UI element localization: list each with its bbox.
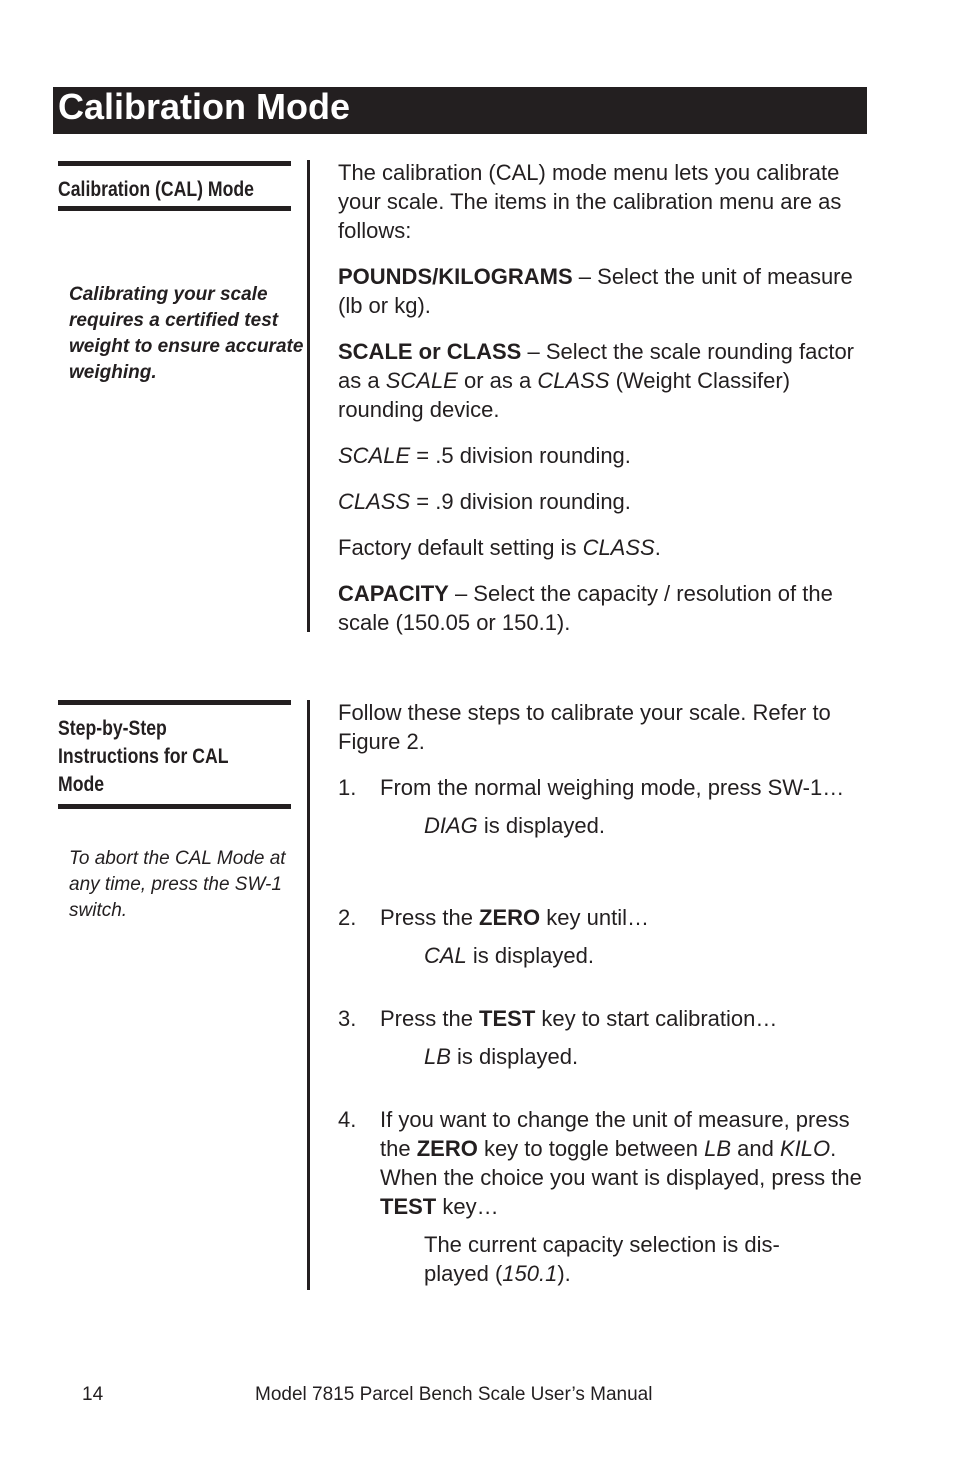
step-item — [338, 773, 863, 840]
result-italic: DIAG — [424, 813, 478, 838]
class-definition — [338, 487, 863, 516]
step-result — [424, 941, 824, 970]
step-result — [424, 1042, 824, 1071]
item-text: – Select the unit of measure (lb or kg). — [338, 264, 853, 318]
result-italic: 150.1 — [502, 1261, 558, 1286]
column-divider — [307, 160, 310, 632]
manual-title: Model 7815 Parcel Bench Scale User’s Manual — [255, 1384, 653, 1405]
default-text: Factory default setting is — [338, 535, 583, 560]
item-italic: SCALE — [385, 368, 458, 393]
factory-default — [338, 533, 863, 562]
default-value: CLASS — [582, 535, 655, 560]
scale-definition — [338, 441, 863, 470]
definition-text: = .9 division rounding. — [410, 489, 631, 514]
step-result — [424, 811, 824, 840]
page-title-bar — [53, 87, 867, 134]
section-heading-text: Instructions for CAL — [58, 745, 229, 768]
section1-body — [338, 158, 863, 637]
result-text: is displayed. — [466, 943, 594, 968]
step-item — [338, 1105, 863, 1288]
capacity-item — [338, 579, 863, 637]
step-text: Press the TEST key to start calibration… — [380, 1006, 778, 1031]
item-text: (Weight Classifer) rounding device. — [338, 368, 791, 422]
item-text: – Select the capacity / resolution of the scale (150.05 or 150.1). — [338, 581, 833, 635]
side-note-abort: To abort the CAL Mode at any time, press the SW-1 switch. — [69, 848, 286, 921]
section-heading-text: Mode — [58, 773, 105, 796]
item-text: – Select the scale rounding factor as a — [338, 339, 855, 393]
section-heading-step-by-step — [58, 700, 291, 809]
step-number: 4. — [338, 1107, 357, 1132]
section2-intro: Follow these steps to calibrate your scale. Refer to Figure 2. — [338, 700, 831, 754]
result-text: is displayed. — [477, 813, 605, 838]
step-number: 2. — [338, 905, 357, 930]
step-item — [338, 903, 863, 970]
item-text: or as a — [457, 368, 538, 393]
column-divider — [307, 700, 310, 1290]
step-text: Press the ZERO key until… — [380, 905, 649, 930]
intro-paragraph: The calibration (CAL) mode menu lets you calibrate your scale. The items in the calibration menu are as follows: — [338, 160, 842, 243]
side-note-calibration: Calibrating your scale requires a certified test weight to ensure accurate weighing. — [69, 284, 304, 383]
result-text: is displayed. — [450, 1044, 579, 1069]
result-italic: CAL — [424, 943, 467, 968]
step-text: From the normal weighing mode, press SW-1… — [380, 775, 845, 800]
pounds-kilograms-item — [338, 262, 863, 320]
step-result: The current capacity selection is dis-played (150.1). — [424, 1232, 780, 1286]
page-title: Calibration Mode — [58, 86, 351, 127]
definition-text: = .5 division rounding. — [410, 443, 631, 468]
step-number: 3. — [338, 1006, 357, 1031]
item-term: CAPACITY — [338, 581, 449, 606]
definition-term: CLASS — [338, 489, 411, 514]
step-text: If you want to change the unit of measure, press the ZERO key to toggle between LB and KILO. When the choice you want is displayed, press the TEST key… — [380, 1107, 862, 1219]
step-item — [338, 1004, 863, 1071]
item-term: SCALE or CLASS — [338, 339, 522, 364]
definition-term: SCALE — [338, 443, 411, 468]
item-italic: CLASS — [537, 368, 610, 393]
page-number: 14 — [82, 1384, 104, 1405]
step-number: 1. — [338, 775, 357, 800]
section-heading-text: Calibration (CAL) Mode — [58, 178, 254, 201]
section-heading-cal-mode — [58, 161, 291, 211]
item-term: POUNDS/KILOGRAMS — [338, 264, 573, 289]
default-end: . — [654, 535, 661, 560]
section-heading-text: Step-by-Step — [58, 717, 167, 740]
scale-or-class-item — [338, 337, 863, 424]
result-italic: LB — [424, 1044, 451, 1069]
